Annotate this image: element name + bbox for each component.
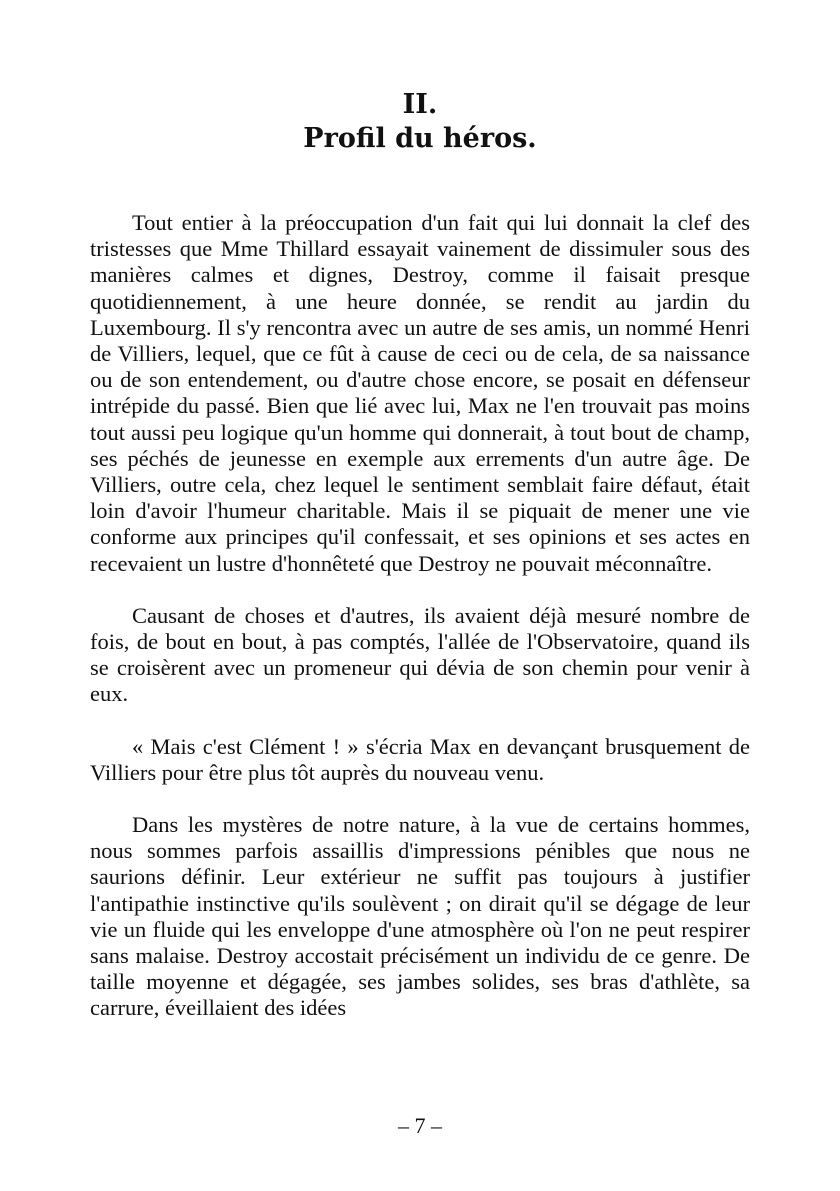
chapter-title: Profil du héros. bbox=[303, 123, 537, 154]
paragraph-2: Causant de choses et d'autres, ils avaient déjà mesuré nombre de fois, de bout en bout, à pas comptés, l'allée de l'Observatoire, quand ils se croisèrent avec un promeneur qui dévia de son chemin pour venir à eux. bbox=[90, 602, 750, 707]
chapter-number: II. bbox=[402, 89, 438, 120]
paragraph-1: Tout entier à la préoccupation d'un fait qui lui donnait la clef des tristesses que Mme Thillard essayait vainement de dissimuler sous des manières calmes et dignes, Destroy, comme il faisait presque quotidiennement, à une heure donnée, se rendit au jardin du Luxembourg. Il s'y rencontra avec un autre de ses amis, un nommé Henri de Villiers, lequel, que ce fût à cause de ceci ou de cela, de sa naissance ou de son entendement, ou d'autre chose encore, se posait en défenseur intrépide du passé. Bien que lié avec lui, Max ne l'en trouvait pas moins tout aussi peu logique qu'un homme qui donnerait, à tout bout de champ, ses péchés de jeunesse en exemple aux errements d'un autre âge. De Villiers, outre cela, chez lequel le sentiment semblait faire défaut, était loin d'avoir l'humeur charitable. Mais il se piquait de mener une vie conforme aux principes qu'il confessait, et ses opinions et ses actes en recevaient un lustre d'honnêteté que Destroy ne pouvait méconnaître. bbox=[90, 210, 750, 576]
paragraph-4: Dans les mystères de notre nature, à la vue de certains hommes, nous sommes parfois assaillis d'impressions pénibles que nous ne saurions définir. Leur extérieur ne suffit pas toujours à justifier l'antipathie instinctive qu'ils soulèvent ; on dirait qu'il se dégage de leur vie un fluide qui les enveloppe d'une atmosphère où l'on ne peut respirer sans malaise. Destroy accostait précisément un individu de ce genre. De taille moyenne et dégagée, ses jambes solides, ses bras d'athlète, sa carrure, éveillaient des idées bbox=[90, 812, 750, 1021]
page-body bbox=[90, 88, 750, 1048]
page-number: – 7 – bbox=[398, 1113, 442, 1138]
paragraph-3: « Mais c'est Clément ! » s'écria Max en devançant brusquement de Villiers pour être plus tôt auprès du nouveau venu. bbox=[90, 733, 750, 785]
